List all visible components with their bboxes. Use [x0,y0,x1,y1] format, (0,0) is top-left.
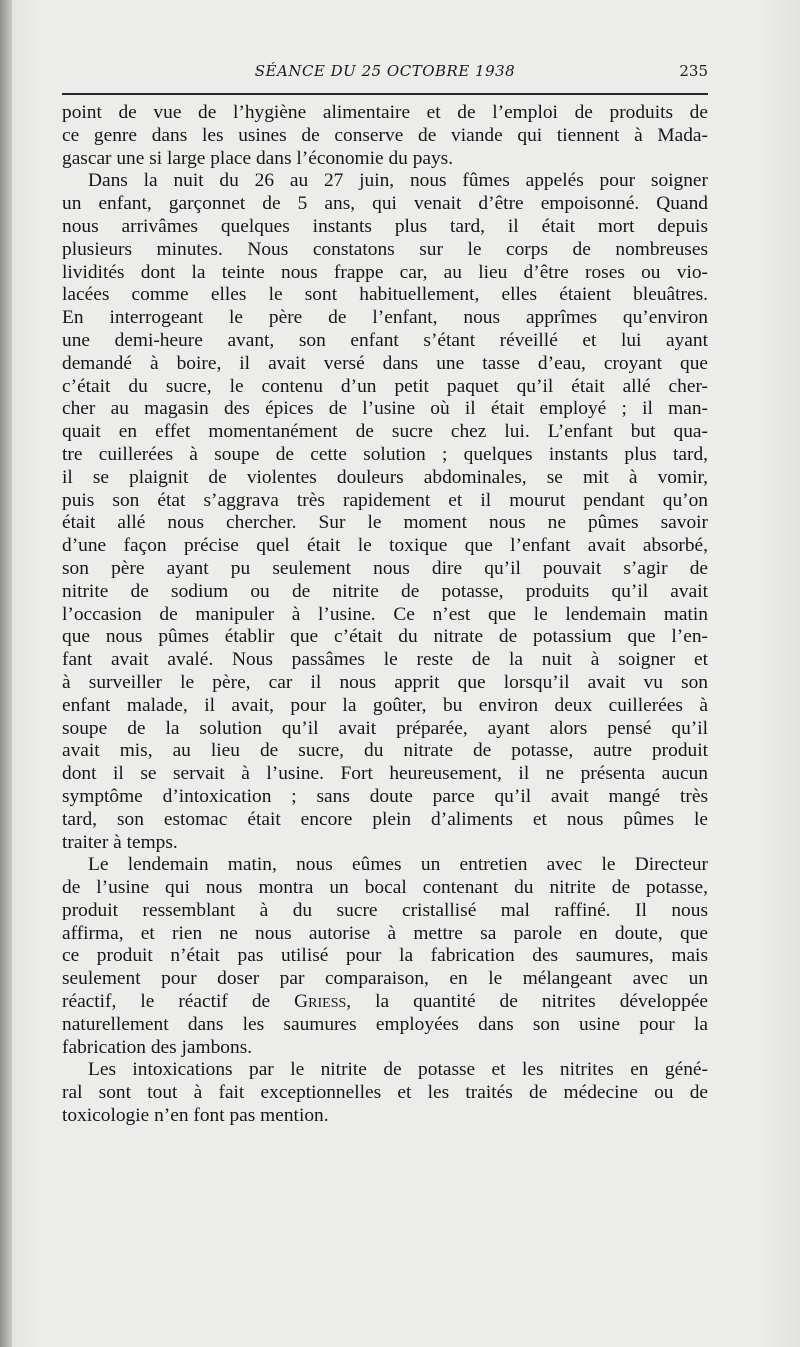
text-line: que nous pûmes établir que c’était du nitrate de potassium que l’en- [62,626,708,648]
text-line: un enfant, garçonnet de 5 ans, qui venait d’être empoisonné. Quand [62,193,708,215]
running-head: SÉANCE DU 25 OCTOBRE 1938 [254,62,516,80]
text-line: symptôme d’intoxication ; sans doute parce qu’il avait mangé très [62,785,708,807]
text-line: fabrication des jambons. [62,1036,253,1058]
text-line: Les intoxications par le nitrite de potasse et les nitrites en géné- [88,1059,708,1081]
text-line: naturellement dans les saumures employées dans son usine pour la [62,1013,708,1035]
page-header [62,62,708,88]
text-line: dont il se servait à l’usine. Fort heureusement, il ne présenta aucun [62,763,708,785]
text-line: c’était du sucre, le contenu d’un petit paquet qu’il était allé cher- [62,375,708,397]
text-line: produit ressemblant à du sucre cristallisé mal raffiné. Il nous [62,899,708,921]
body-text [62,102,708,1128]
text-line: il se plaignit de violentes douleurs abdominales, se mit à vomir, [62,466,708,488]
text-line: était allé nous chercher. Sur le moment nous ne pûmes savoir [62,512,708,534]
text-line: réactif, le réactif de Griess, la quantité de nitrites développée [62,991,708,1013]
text-line: enfant malade, il avait, pour la goûter, bu environ deux cuillerées à [62,694,708,716]
text-line: plusieurs minutes. Nous constatons sur le corps de nombreuses [62,238,708,260]
text-line: nous arrivâmes quelques instants plus tard, il était mort depuis [62,215,708,237]
text-line: fant avait avalé. Nous passâmes le reste de la nuit à soigner et [62,649,708,671]
text-line: traiter à temps. [62,831,178,853]
header-rule [62,93,708,95]
text-line: ral sont tout à fait exceptionnelles et les traités de médecine ou de [62,1082,708,1104]
text-line: point de vue de l’hygiène alimentaire et de l’emploi de produits de [62,102,708,123]
text-line: lividités dont la teinte nous frappe car, au lieu d’être roses ou vio- [62,261,708,283]
text-line: Dans la nuit du 26 au 27 juin, nous fûmes appelés pour soigner [88,170,708,192]
text-line: puis son état s’aggrava très rapidement et il mourut pendant qu’on [62,489,708,511]
text-line: toxicologie n’en font pas mention. [62,1105,329,1127]
text-line: seulement pour doser par comparaison, en le mélangeant avec un [62,968,708,990]
binding-shadow [0,0,12,1347]
text-line: une demi-heure avant, son enfant s’étant réveillé et lui ayant [62,329,708,351]
text-line: lacées comme elles le sont habituellement, elles étaient bleuâtres. [62,284,708,306]
text-line: nitrite de sodium ou de nitrite de potasse, produits qu’il avait [62,580,708,602]
text-line: d’une façon précise quel était le toxique que l’enfant avait absorbé, [62,535,708,557]
text-line: affirma, et rien ne nous autorise à mettre sa parole en doute, que [62,922,708,944]
text-line: demandé à boire, il avait versé dans une tasse d’eau, croyant que [62,352,708,374]
text-line: à surveiller le père, car il nous apprit que lorsqu’il avait vu son [62,671,708,693]
text-line: tard, son estomac était encore plein d’aliments et nous pûmes le [62,808,708,830]
text-line: tre cuillerées à soupe de cette solution ; quelques instants plus tard, [62,443,708,465]
small-caps-name: Griess [294,991,347,1013]
text-line: cher au magasin des épices de l’usine où il était employé ; il man- [62,398,708,420]
text-line: l’occasion de manipuler à l’usine. Ce n’est que le lendemain matin [62,603,708,625]
text-line: ce produit n’était pas utilisé pour la fabrication des saumures, mais [62,945,708,967]
page-number: 235 [679,62,708,80]
text-line: de l’usine qui nous montra un bocal contenant du nitrite de potasse, [62,877,708,899]
text-line: En interrogeant le père de l’enfant, nous apprîmes qu’environ [62,307,708,329]
text-line: avait mis, au lieu de sucre, du nitrate de potasse, autre produit [62,740,708,762]
text-line: Le lendemain matin, nous eûmes un entretien avec le Directeur [88,854,708,876]
text-line: soupe de la solution qu’il avait préparée, ayant alors pensé qu’il [62,717,708,739]
text-line: gascar une si large place dans l’économie du pays. [62,147,454,169]
text-line: quait en effet momentanément de sucre chez lui. L’enfant but qua- [62,421,708,443]
text-line: son père ayant pu seulement nous dire qu’il pouvait s’agir de [62,557,708,579]
text-line: ce genre dans les usines de conserve de viande qui tiennent à Mada- [62,124,708,146]
